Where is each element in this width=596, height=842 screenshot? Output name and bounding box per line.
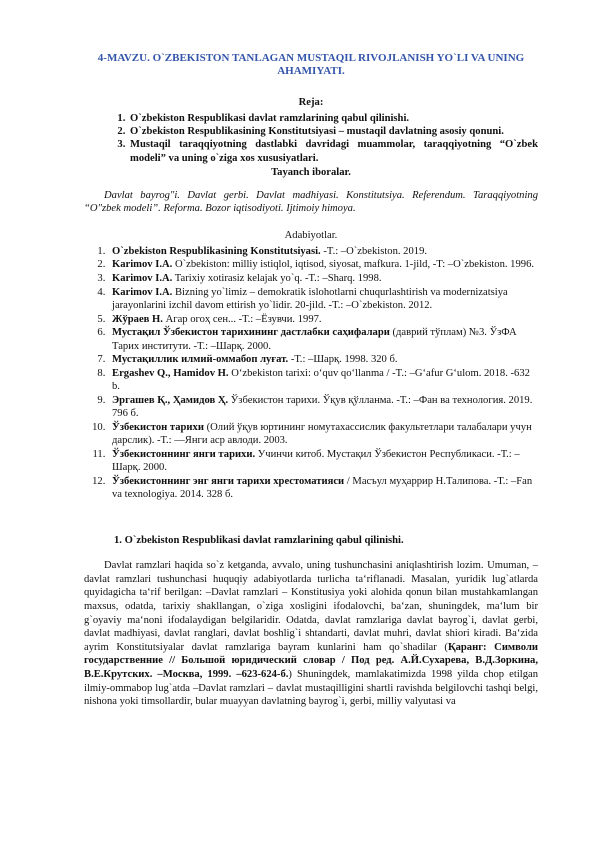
reference-item bbox=[108, 326, 538, 352]
document-page bbox=[84, 52, 538, 709]
plan-heading: Reja: bbox=[298, 96, 324, 108]
reference-item bbox=[108, 286, 538, 312]
reference-details: Учинчи китоб. Мустақил Ўзбекистон Республикаси. -Т.: –Шарқ. 2000. bbox=[112, 448, 520, 473]
reference-item bbox=[108, 353, 538, 366]
reference-author: Karimov I.A. bbox=[112, 259, 173, 271]
reference-details: O‘zbekiston tarixi: o‘quv qo‘llanma / -T.: –G‘afur G‘ulom. 2018. -632 b. bbox=[112, 367, 530, 393]
reference-details: Ўзбекистон тарихи. Ўқув қўлланма. -Т.: –Фан ва технология. 2019. 796 б. bbox=[112, 394, 533, 420]
reference-author: Мустақиллик илмий-оммабоп луғат. bbox=[112, 354, 289, 366]
reference-details: (Олий ўқув юртининг номутахассислик факультетлари талабалари учун дарслик). -Т.: —Янги аср авлоди. 2003. bbox=[112, 421, 532, 446]
reference-author: Ўзбекистоннинг энг янги тарихи хрестоматияси bbox=[112, 475, 345, 487]
reference-item bbox=[108, 245, 538, 258]
reference-item bbox=[108, 367, 538, 393]
section-heading: 1. O`zbekiston Respublikasi davlat ramzlarining qabul qilinishi. bbox=[114, 535, 404, 546]
reference-details: Tarixiy xotirasiz kelajak yo`q. -T.: –Sharq. 1998. bbox=[172, 273, 382, 285]
reference-item bbox=[108, 394, 538, 420]
reference-author: Мустақил Ўзбекистон тарихининг дастлабки саҳифалари bbox=[112, 327, 390, 339]
reference-details: Bizning yo`limiz – demokratik islohotlarni chuqurlashtirish va modernizatsiya jarayonlarini izchil davom ettirish yo`lidir. 20-jild. -T.: –O`zbekiston. 2012. bbox=[112, 286, 508, 311]
body-paragraph bbox=[84, 559, 538, 709]
reference-author: Жўраев Н. bbox=[112, 313, 163, 325]
reference-author: Ўзбекистоннинг янги тарихи. bbox=[112, 448, 256, 460]
page-title: 4-MAVZU. O`ZBEKISTON TANLAGAN MUSTAQIL RIVOJLANISH YO`LI VA UNING AHAMIYATI. bbox=[97, 52, 525, 78]
reference-item bbox=[108, 272, 538, 285]
reference-author: Ergashev Q., Hamidov H. bbox=[112, 367, 229, 379]
reference-item bbox=[108, 421, 538, 447]
reference-author: Karimov I.A. bbox=[112, 286, 173, 298]
citation-text: Қаранг: Символи государственние // Большой юридический словар / Под ред. А.Й.Сухарева, В.Д.Зоркина, В.Е.Крутских. –Москва, 1999. –623-624-б. bbox=[84, 641, 538, 680]
references-list bbox=[84, 245, 538, 501]
reference-item bbox=[108, 258, 538, 271]
plan-item: 2. O`zbekiston Respublikasining Konstitutsiyasi – mustaqil davlatning asosiy qonuni. bbox=[128, 125, 538, 138]
reference-item bbox=[108, 475, 538, 501]
reference-author: O`zbekiston Respublikasining Konstitutsiyasi. bbox=[112, 245, 321, 257]
reference-author: Эргашев Қ., Ҳамидов Ҳ. bbox=[112, 394, 229, 406]
references-heading: Adabiyotlar. bbox=[284, 230, 338, 242]
reference-details: / Масъул муҳаррир Н.Талипова. -Т.: –Fan va texnologiya. 2014. 328 б. bbox=[112, 475, 533, 500]
reference-details: O`zbekiston: milliy istiqlol, iqtisod, siyosat, mafkura. 1-jild, -T: –O`zbekiston. 1996. bbox=[172, 259, 535, 271]
reference-details: (даврий тўплам) №3. ЎзФА Тарих институти. -Т.: –Шарқ. 2000. bbox=[112, 327, 517, 352]
reference-author: Karimov I.A. bbox=[112, 273, 173, 285]
reference-details: -T.: –O`zbekiston. 2019. bbox=[320, 245, 428, 257]
reference-details: -Т.: –Шарқ. 1998. 320 б. bbox=[288, 354, 398, 366]
plan-item: 1. O`zbekiston Respublikasi davlat ramzlarining qabul qilinishi. bbox=[128, 112, 538, 125]
paragraph-text: Davlat ramzlari haqida so`z ketganda, avvalo, uning tushunchasini aniqlashtirish lozim. Umuman, –davlat ramzlari tushunchasi huquqiy adabiyotlarda turlicha ta‘riflanadi. Masalan, yuridik lug`atlarda quyidagicha ta‘rif berilgan: –Davlat ramzlari – Konstitusiya yoki alohida qonun bilan mustahkamlangan maxsus, odatda, tarixiy shakllangan, o`ziga xosligini ifodalovchi, ba‘zan, shuningdek, ma‘lum bir g`oyaviy ma‘noni ifodalaydigan belgilaridir. Odatda, davlat ramzlariga davlat bayrog`i, davlat gerbi, davlat madhiyasi, davlat ranglari, davlat boshlig`i shtandarti, davlat muhri, davlat shiori kiradi. Ba‘zida ayrim Konstitutsiyalar davlat ramzlariga bayram kunlarini ham qo`shadilar ( bbox=[84, 560, 538, 653]
keywords-text: Davlat bayrog"i. Davlat gerbi. Davlat madhiyasi. Konstitutsiya. Referendum. Taraqqiyotning “O"zbek modeli”. Reforma. Bozor iqtisodiyoti. Ijtimoiy himoya. bbox=[84, 190, 538, 215]
plan-item: 3. Mustaqil taraqqiyotning dastlabki davridagi muammolar, taraqqiyotning “O`zbek modeli” va uning o`ziga xos xususiyatlari. bbox=[128, 138, 538, 164]
reference-item bbox=[108, 313, 538, 326]
reference-details: Агар огоҳ сен... -Т.: –Ёзувчи. 1997. bbox=[162, 313, 322, 325]
keywords-heading: Tayanch iboralar. bbox=[271, 166, 351, 178]
plan-list bbox=[84, 112, 538, 165]
reference-item bbox=[108, 448, 538, 474]
reference-author: Ўзбекистон тарихи bbox=[112, 421, 204, 433]
paragraph-text-continued: ) Shuningdek, mamlakatimizda 1998 yilda chop etilgan ilmiy-ommabop lug`atda –Davlat ramzlari – davlat mustaqilligini shartli ravishda belgilovchi tashqi belgi, nishona yoki timsollardir, bular muayyan davlatning bayrog`i, gerbi, milliy valyutasi va bbox=[84, 668, 538, 708]
